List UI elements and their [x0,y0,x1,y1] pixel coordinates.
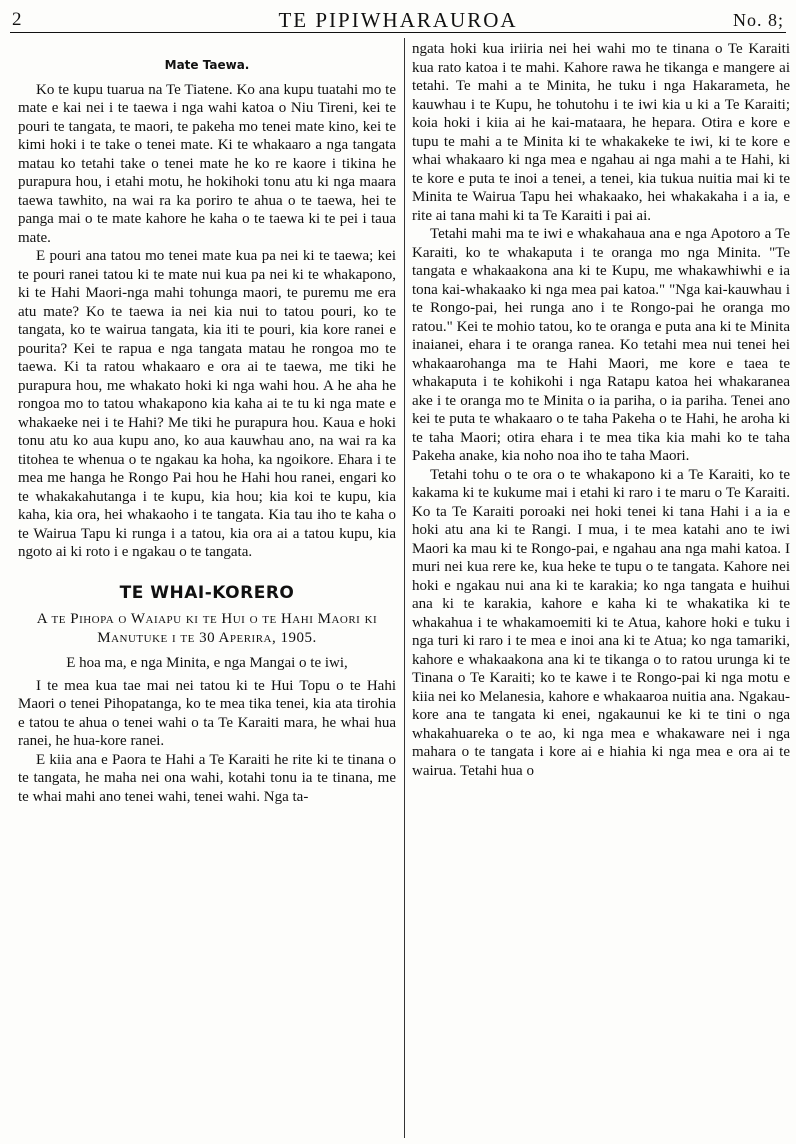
speech-paragraph: ngata hoki kua iriiria nei hei wahi mo te tinana o Te Karaiti kua rato katoa i te mahi. Kahore rawa he tikanga e mangere ai tetahi. Te mahi a te Minita, he tuku i nga Hakarameta, he kauwhau i te Kupu, he tohutohu i te iwi kia u ki a Te Karaiti; koia hoki i kiia ai he kai-mataara, he hepara. Otira e kore e tupu te mahi a te Minita ki te whakakeke te iwi, ki te kore e whai whakaaro ki nga mea e ngahau ai nga mahi a te Hahi, ki te kore e puta te inoi a tenei, a tenei, kia tukua nuitia mai ki te Minita te Wairua Tapu hei whakaako, hei whakakaha i a ia, e rite ai tana mahi ki ta Te Karaiti i pai ai. [412,41,790,224]
page-header [10,6,786,33]
speech-byline: A te Pihopa o Waiapu ki te Hui o te Hahi Maori ki Manutuke i te 30 Aperira, 1905. [36,611,378,646]
article-subheading: Mate Taewa. [164,58,250,72]
speech-paragraph: Tetahi tohu o te ora o te whakapono ki a Te Karaiti, ko te kakama ki te kukume mai i etahi ki raro i te maru o Te Karaiti. Ko ta Te Karaiti poroaki nei hoki tenei ki tana Hahi i a ia e hoki atu ana ki te Rangi. I mua, i te mea katahi ano te iwi Maori ka mau ki te Rongo-pai, e ngahau ana nga mahi katoa. I muri nei kua rere ke, kua heke te tupu o te tangata. Kahore nei hoki e ngakau nui ana ki te karakia; ko nga tangata e huihui ana ki te karakia, kahore e kaha ki te whakatika ki te whakahua i te whakamoemiti ki te Atua, kahore hoki e tuku i nga turi ki raro i te mea e inoi ana ki te Atua; ko nga tamariki, kahore e whakaakona ana ki te tikanga o to ratou urunga ki te Tinana o Te Karaiti; ko te kawe i te Rongo-pai ki nga motu e kiia nei ko Melanesia, kahore e whakaaroa nuitia ana. Ngakau-kore ana te tangata ki enei, ngakaunui ke ki te tini o nga whakahuareka o te ao, ki nga mea e whakaware nei i nga mahara o te tangata i kore ai e hiahia ki nga mea e ora ai te wairua. Tetahi hua o [412,466,790,779]
newspaper-title: TE PIPIWHARAUROA [278,8,518,32]
speech-paragraph: I te mea kua tae mai nei tatou ki te Hui Topu o te Hahi Maori o tenei Pihopatanga, ko te mea tika tenei, kia ata tirohia e tatou te ahua o tenei wahi o ta Te Karaiti mara, he whai hua ranei, he hua-kore ranei. [18,677,396,749]
page-number: 2 [12,9,22,30]
article-paragraph: E pouri ana tatou mo tenei mate kua pa nei ki te taewa; kei te pouri ranei tatou ki te mate nui kua pa nei ki te whakapono, ki te Hahi Maori-nga mahi tohunga maori, te puremu me era atu mate? Ko te taewa ia nei kia nui to tatou pouri, ko te tangata, ko te wairua tangata, kia iti te pouri, kia kore ranei e pourita? Kei te rapua e nga tangata matau he rongoa mo te taewa. Ki ta ratou whakaaro e ora ai te taewa, me tiki he purapura hou, me whakato hoki ki nga wahi hou. A he aha he rongoa mo to tatou whakapono kia kaha ai te tu ki nga mate e whakaeke nei i te Hahi? Me tiki he purapura hou. Kaua e hoki tonu atu ko aua kupu ano, ko aua kauwhau ano, na wai ra ka titohea te whenua o te ngakau ka hoha, ka ngoikore. Ehara i te mea me hanga he Rongo Pai hou he Hahi hou ranei, engari ko te whakakahutanga i te kupu, kia hou; kia koi te kupu, kia kaha, kia ora, hei whakaoho i te tangata. Kia tau iho te kaha o te Wairua Tapu ki runga i a tatou, kia ora ai a tatou kupu, kia ngoto ai ki roto i e ngakau o te tangata. [18,248,396,560]
speech-paragraph: E kiia ana e Paora te Hahi a Te Karaiti he rite ki te tinana o te tangata, he maha nei ona wahi, kotahi tonu ia te tinana, me te whai mahi ano tenei wahi, tenei wahi. Nga ta- [18,751,396,805]
section-heading: TE WHAI-KORERO [119,582,295,603]
left-column [18,40,396,1140]
issue-number: No. 8; [733,10,784,30]
right-column [412,40,790,1140]
speech-salutation: E hoa ma, e nga Minita, e nga Mangai o te iwi, [66,655,348,671]
column-divider [404,38,405,1138]
article-paragraph: Ko te kupu tuarua na Te Tiatene. Ko ana kupu tuatahi mo te mate e kai nei i te taewa i nga wahi katoa o Niu Tireni, kei te pouri te tangata, te maori, te pakeha mo tenei mate kino, kei te kimi hoki i te take o tenei mate. Ki te whakaaro a nga tangata matau ko tetahi take o tenei mate he ko re kaore i tikina he purapura hou, i etahi motu, he hokihoki tonu atu ki nga maara taewa tawhito, na wai ra ka poriro te ahua o te taewa, hei te panga mai o te mate kahore he kaha o te taewa ki te pei i taua mate. [18,81,396,246]
speech-paragraph: Tetahi mahi ma te iwi e whakahaua ana e nga Apotoro a Te Karaiti, ko te whakaputa i te oranga mo nga Minita. "Te tangata e whakaakona ana ki te Kupu, me whakawhiwhi e ia tona kai-whakaako ki nga mea pai katoa." "Nga kai-kauwhau i te Rongo-pai, hei runga ano i te Rongo-pai he oranga mo ratou." Kei te mohio tatou, ko te oranga e puta ana ki te Minita inaianei, ehara i te oranga ranea. Ko tetahi mea nui tenei hei whakaarohanga ma te Hahi Maori, me kore e taea te whakaputa i te kohikohi i nga Ratapu katoa hei whakaranea ake i te oranga mo te Minita o ia pariha, o ia pariha. Tenei ano kei te puta te whakaaro o te taha Pakeha o te Hahi, he aroha ki te taha Maori; otira ehara i te mea tika kia mahi ko te taha Pakeha anake, kia noho noa iho te taha Maori. [412,226,790,464]
